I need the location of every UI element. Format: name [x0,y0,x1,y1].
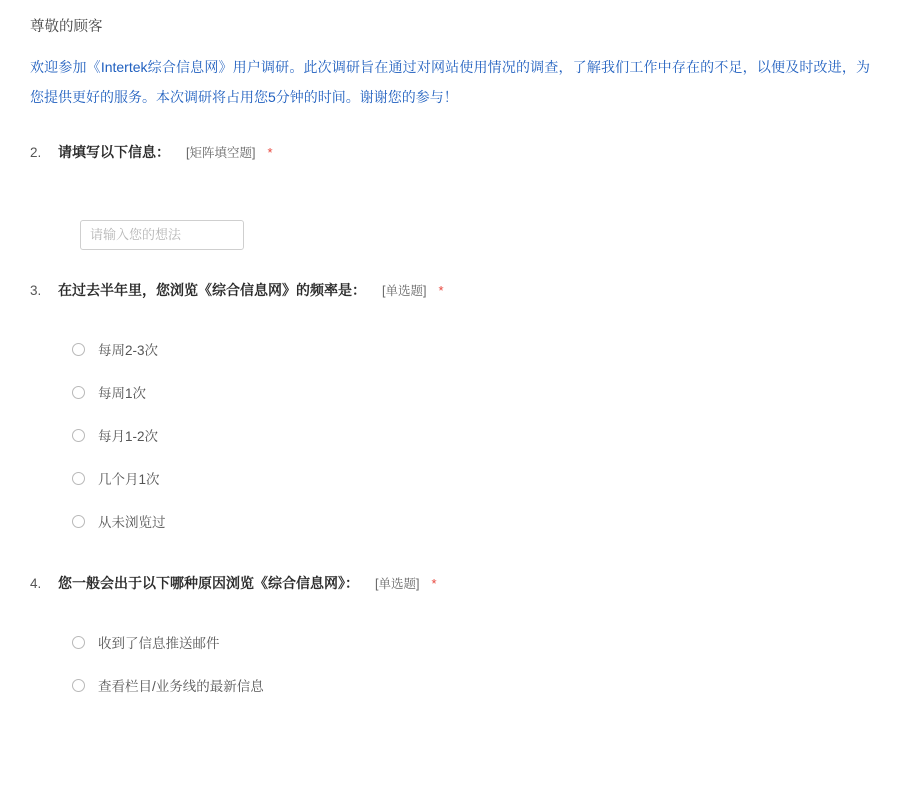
option-row[interactable] [72,500,870,543]
radio-icon[interactable] [72,515,85,528]
greeting-text: 尊敬的顾客 [30,19,103,35]
question-4-options [30,621,870,707]
question-3-options [30,328,870,543]
radio-icon[interactable] [72,343,85,356]
option-row[interactable] [72,414,870,457]
option-row[interactable] [72,457,870,500]
question-block-2 [30,142,870,250]
radio-icon[interactable] [72,679,85,692]
question-2-body [30,220,870,250]
question-3-type: [单选题] [382,283,427,298]
question-2-text-input[interactable] [80,220,244,250]
option-row[interactable] [72,664,870,707]
question-3-header [30,280,870,300]
option-label: 每月1-2次 [98,429,159,445]
radio-icon[interactable] [72,636,85,649]
question-4-type: [单选题] [375,576,420,591]
option-label: 收到了信息推送邮件 [98,636,220,652]
option-label: 每周2-3次 [98,343,159,359]
question-3-number: 3. [30,282,42,298]
question-4-title: 您一般会出于以下哪种原因浏览《综合信息网》： [58,574,359,591]
option-row[interactable] [72,621,870,664]
intro-paragraph: 欢迎参加《Intertek综合信息网》用户调研。此次调研旨在通过对网站使用情况的调查，了解我们工作中存在的不足，以便及时改进，为您提供更好的服务。本次调研将占用您5分钟的时间。谢谢您的参与！ [30,59,870,105]
radio-icon[interactable] [72,472,85,485]
option-row[interactable] [72,371,870,414]
question-4-number: 4. [30,575,42,591]
question-block-4 [30,573,870,707]
question-2-number: 2. [30,144,42,160]
question-4-header [30,573,870,593]
option-label: 几个月1次 [98,472,160,488]
question-2-type: [矩阵填空题] [186,145,256,160]
question-3-title: 在过去半年里，您浏览《综合信息网》的频率是： [58,281,366,298]
question-2-required-mark: * [267,144,273,160]
question-4-required-mark: * [431,575,437,591]
option-label: 每周1次 [98,386,147,402]
radio-icon[interactable] [72,386,85,399]
option-row[interactable] [72,328,870,371]
question-3-required-mark: * [438,282,444,298]
option-label: 从未浏览过 [98,515,166,531]
option-label: 查看栏目/业务线的最新信息 [98,679,264,695]
radio-icon[interactable] [72,429,85,442]
question-block-3 [30,280,870,543]
question-2-title: 请填写以下信息： [58,143,170,160]
question-2-header [30,142,870,162]
